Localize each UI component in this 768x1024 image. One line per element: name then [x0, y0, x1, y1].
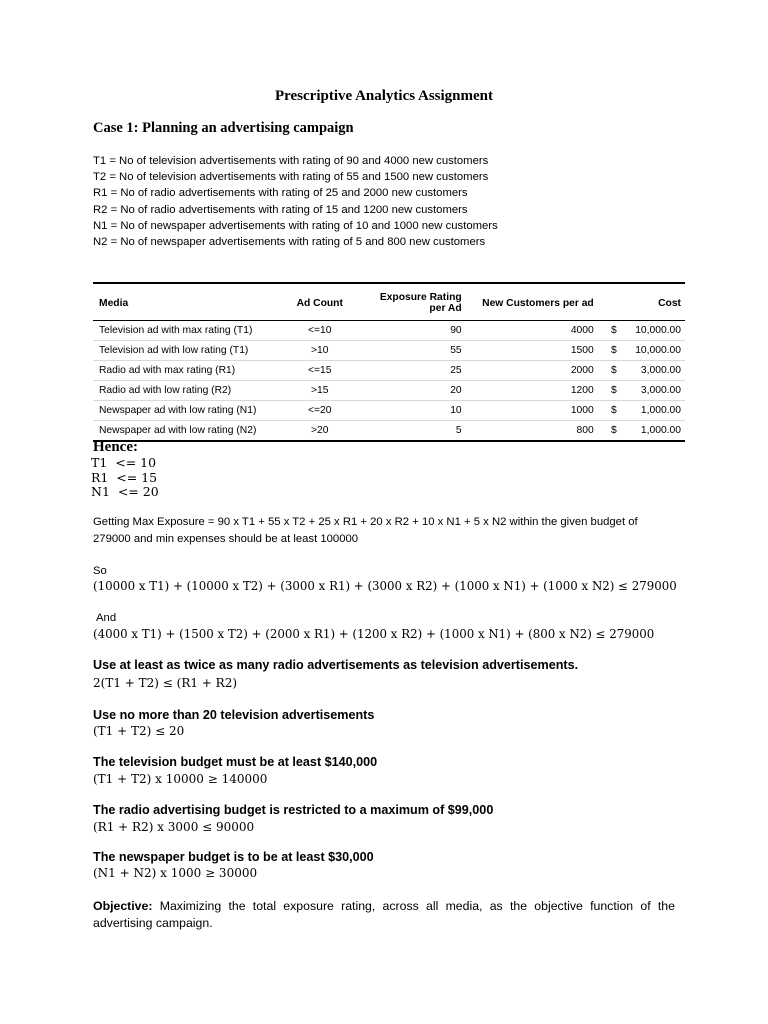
- max-exposure-line: Getting Max Exposure = 90 x T1 + 55 x T2 + 25 x R1 + 20 x R2 + 10 x N1 + 5 x N2 within the given budget of: [93, 516, 638, 528]
- cell-customers: 1200: [466, 381, 598, 401]
- constraint-equation: 2(T1 + T2) ≤ (R1 + R2): [93, 676, 238, 690]
- equation-cost: (10000 x T1) + (10000 x T2) + (3000 x R1) + (3000 x R2) + (1000 x N1) + (1000 x N2) ≤ 279000: [93, 579, 677, 593]
- constraint-equation: (N1 + N2) x 1000 ≥ 30000: [93, 866, 258, 880]
- hence-line: N1 <= 20: [91, 484, 159, 500]
- cell-cost: [598, 361, 685, 381]
- table-row: [93, 401, 685, 421]
- case-heading: Case 1: Planning an advertising campaign: [93, 120, 354, 136]
- definition-line: T2 = No of television advertisements with rating of 55 and 1500 new customers: [93, 171, 489, 184]
- cell-customers: 2000: [466, 361, 598, 381]
- table-row: [93, 341, 685, 361]
- cell-ad-count: >15: [278, 381, 362, 401]
- hence-constraints: [91, 456, 159, 500]
- variable-definitions: [93, 153, 498, 250]
- cost-value: 1,000.00: [640, 405, 681, 416]
- cell-exposure: 90: [362, 321, 466, 341]
- definition-line: T1 = No of television advertisements with rating of 90 and 4000 new customers: [93, 155, 489, 167]
- definition-line: R2 = No of radio advertisements with rating of 15 and 1200 new customers: [93, 203, 468, 216]
- cell-cost: [598, 401, 685, 421]
- column-header-ad-count: Ad Count: [296, 297, 343, 309]
- equation-customers: (4000 x T1) + (1500 x T2) + (2000 x R1) + (1200 x R2) + (1000 x N1) + (800 x N2) ≤ 279000: [93, 627, 655, 641]
- objective-label: Objective:: [93, 899, 153, 913]
- cell-ad-count: >20: [278, 421, 362, 442]
- constraint-heading: The newspaper budget is to be at least $30,000: [93, 850, 374, 864]
- cell-customers: 4000: [466, 321, 598, 341]
- objective-text: Maximizing the total exposure rating, across all media, as the objective function of the advertising campaign.: [93, 899, 675, 930]
- cost-value: 10,000.00: [635, 325, 681, 336]
- definition-line: N2 = No of newspaper advertisements with rating of 5 and 800 new customers: [93, 236, 486, 249]
- cost-value: 1,000.00: [640, 425, 681, 436]
- column-header-cost: Cost: [658, 297, 681, 309]
- cell-customers: 1000: [466, 401, 598, 421]
- cost-currency: $: [611, 345, 617, 356]
- and-label: And: [96, 612, 117, 624]
- cell-ad-count: >10: [278, 341, 362, 361]
- cost-value: 10,000.00: [635, 345, 681, 356]
- cost-currency: $: [611, 365, 617, 376]
- cell-media: Television ad with max rating (T1): [93, 321, 278, 341]
- cell-ad-count: <=10: [278, 321, 362, 341]
- table-row: [93, 421, 685, 442]
- max-exposure-line: 279000 and min expenses should be at least 100000: [93, 533, 359, 545]
- cell-exposure: 20: [362, 381, 466, 401]
- table-row: [93, 361, 685, 381]
- cell-exposure: 55: [362, 341, 466, 361]
- cell-cost: [598, 421, 685, 442]
- max-exposure-text: [93, 514, 638, 548]
- cost-currency: $: [611, 325, 617, 336]
- constraint-heading: Use at least as twice as many radio advertisements as television advertisements.: [93, 658, 579, 672]
- table-header-row: [93, 283, 685, 321]
- definition-line: N1 = No of newspaper advertisements with rating of 10 and 1000 new customers: [93, 219, 498, 232]
- constraint-heading: The television budget must be at least $140,000: [93, 755, 378, 769]
- definition-line: R1 = No of radio advertisements with rating of 25 and 2000 new customers: [93, 187, 468, 200]
- column-header-exposure: Exposure Rating per Ad: [379, 292, 462, 314]
- cost-currency: $: [611, 425, 617, 436]
- cell-media: Radio ad with max rating (R1): [93, 361, 278, 381]
- cell-customers: 800: [466, 421, 598, 442]
- hence-line: R1 <= 15: [91, 469, 158, 485]
- column-header-media: Media: [99, 297, 129, 309]
- constraint-equation: (T1 + T2) x 10000 ≥ 140000: [93, 772, 268, 786]
- cell-exposure: 10: [362, 401, 466, 421]
- column-header-customers: New Customers per ad: [482, 297, 594, 309]
- so-label: So: [93, 565, 107, 577]
- hence-line: T1 <= 10: [91, 455, 157, 470]
- cell-media: Newspaper ad with low rating (N2): [93, 421, 278, 442]
- hence-heading: Hence:: [93, 439, 138, 455]
- constraint-heading: Use no more than 20 television advertisements: [93, 708, 375, 722]
- constraint-equation: (T1 + T2) ≤ 20: [93, 724, 185, 738]
- objective-paragraph: [93, 898, 675, 932]
- cost-value: 3,000.00: [640, 365, 681, 376]
- constraint-heading: The radio advertising budget is restricted to a maximum of $99,000: [93, 803, 494, 817]
- table-row: [93, 381, 685, 401]
- cell-exposure: 5: [362, 421, 466, 442]
- cell-customers: 1500: [466, 341, 598, 361]
- cell-media: Radio ad with low rating (R2): [93, 381, 278, 401]
- media-table: [93, 282, 685, 442]
- cell-ad-count: <=20: [278, 401, 362, 421]
- cell-cost: [598, 341, 685, 361]
- cell-cost: [598, 321, 685, 341]
- constraint-equation: (R1 + R2) x 3000 ≤ 90000: [93, 820, 255, 834]
- table-row: [93, 321, 685, 341]
- cell-media: Newspaper ad with low rating (N1): [93, 401, 278, 421]
- cost-currency: $: [611, 405, 617, 416]
- cell-media: Television ad with low rating (T1): [93, 341, 278, 361]
- page-title: Prescriptive Analytics Assignment: [274, 88, 494, 104]
- cell-cost: [598, 381, 685, 401]
- cost-value: 3,000.00: [640, 385, 681, 396]
- cell-exposure: 25: [362, 361, 466, 381]
- cost-currency: $: [611, 385, 617, 396]
- cell-ad-count: <=15: [278, 361, 362, 381]
